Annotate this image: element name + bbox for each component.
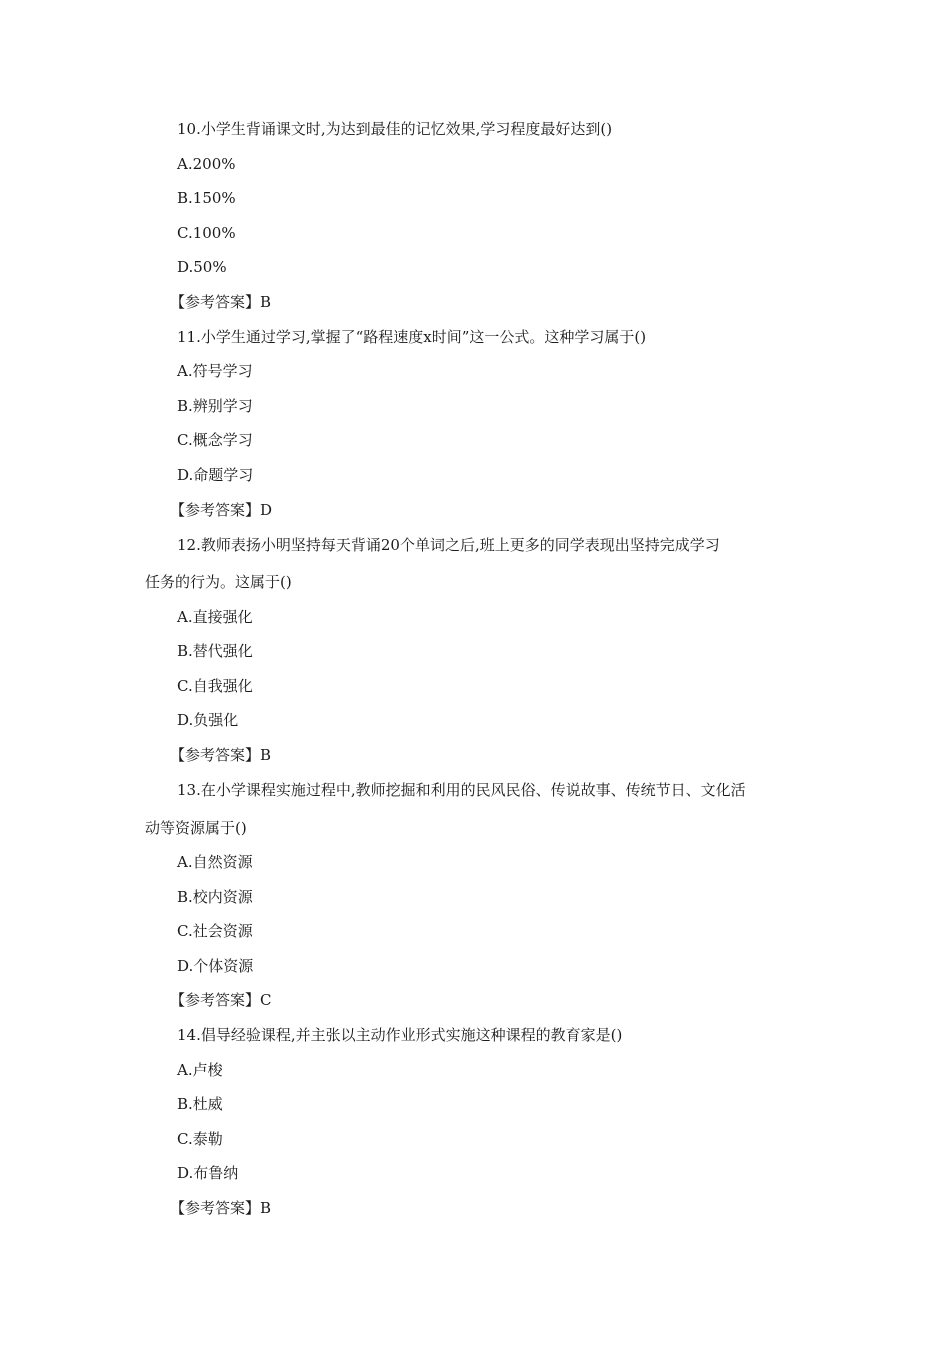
question-11-option-d: D.命题学习 — [177, 466, 254, 484]
question-13-option-d: D.个体资源 — [177, 957, 254, 975]
question-10-option-c: C.100% — [177, 224, 236, 242]
question-12-option-c: C.自我强化 — [177, 677, 253, 695]
question-14-option-d: D.布鲁纳 — [177, 1164, 239, 1182]
question-13-option-a: A.自然资源 — [177, 853, 253, 871]
question-14-answer: 【参考答案】B — [170, 1199, 272, 1217]
question-11-option-b: B.辨别学习 — [177, 397, 253, 415]
question-12-option-d: D.负强化 — [177, 711, 239, 729]
question-12-answer: 【参考答案】B — [170, 746, 272, 764]
question-12-stem: 12.教师表扬小明坚持每天背诵20个单词之后,班上更多的同学表现出坚持完成学习 — [177, 536, 720, 554]
question-14-option-c: C.泰勒 — [177, 1130, 223, 1148]
question-13-stem: 13.在小学课程实施过程中,教师挖掘和利用的民风民俗、传说故事、传统节日、文化活 — [177, 781, 746, 799]
question-11-stem: 11.小学生通过学习,掌握了“路程速度x时间”这一公式。这种学习属于() — [177, 328, 647, 346]
question-14-option-b: B.杜威 — [177, 1095, 223, 1113]
question-12-option-b: B.替代强化 — [177, 642, 253, 660]
question-10-option-b: B.150% — [177, 189, 236, 207]
question-11-answer: 【参考答案】D — [170, 501, 273, 519]
question-10-answer: 【参考答案】B — [170, 293, 272, 311]
question-12-option-a: A.直接强化 — [177, 608, 253, 626]
question-10-option-d: D.50% — [177, 258, 227, 276]
question-11-option-c: C.概念学习 — [177, 431, 253, 449]
question-11-option-a: A.符号学习 — [177, 362, 253, 380]
question-14-option-a: A.卢梭 — [177, 1061, 223, 1079]
question-13-option-c: C.社会资源 — [177, 922, 253, 940]
question-10-stem: 10.小学生背诵课文时,为达到最佳的记忆效果,学习程度最好达到() — [177, 120, 613, 138]
question-10-option-a: A.200% — [177, 155, 236, 173]
question-12-stem-continued: 任务的行为。这属于() — [145, 573, 292, 591]
question-13-answer: 【参考答案】C — [170, 991, 272, 1009]
question-14-stem: 14.倡导经验课程,并主张以主动作业形式实施这种课程的教育家是() — [177, 1026, 623, 1044]
question-13-stem-continued: 动等资源属于() — [145, 819, 247, 837]
question-13-option-b: B.校内资源 — [177, 888, 253, 906]
